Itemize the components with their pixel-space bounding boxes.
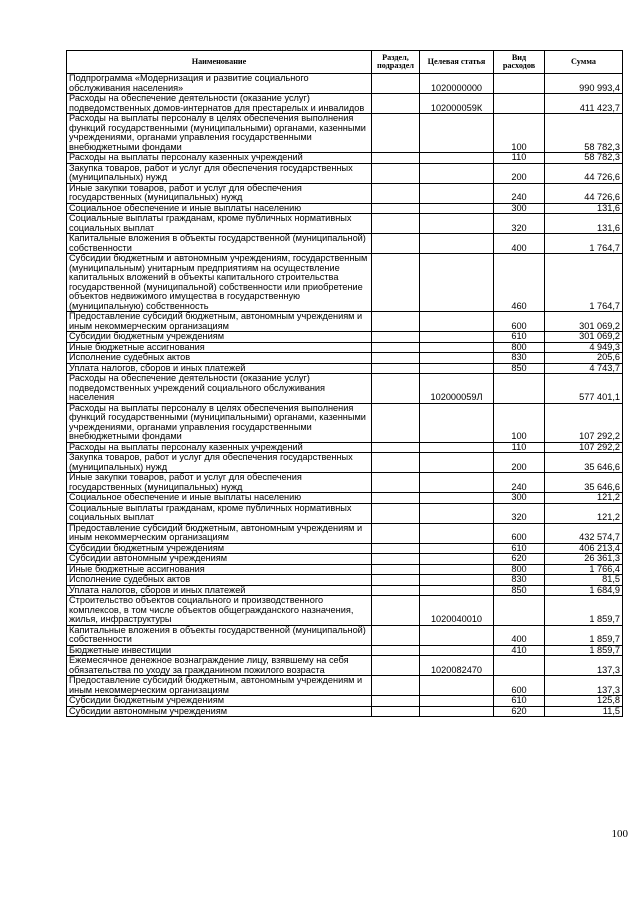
table-row <box>67 493 623 504</box>
row-name-cell: Иные бюджетные ассигнования <box>67 342 372 353</box>
table-row <box>67 363 623 374</box>
row-name-cell: Социальное обеспечение и иные выплаты населению <box>67 493 372 504</box>
row-type-cell: 800 <box>494 342 545 353</box>
table-row <box>67 645 623 656</box>
table-row <box>67 203 623 214</box>
row-sum-cell: 35 646,6 <box>545 453 623 473</box>
row-section-cell <box>372 114 420 153</box>
row-section-cell <box>372 153 420 164</box>
header-sum: Сумма <box>545 51 623 74</box>
row-type-cell: 610 <box>494 543 545 554</box>
table-row <box>67 625 623 645</box>
table-row <box>67 453 623 473</box>
row-name-cell: Бюджетные инвестиции <box>67 645 372 656</box>
row-name-cell: Уплата налогов, сборов и иных платежей <box>67 363 372 374</box>
row-section-cell <box>372 214 420 234</box>
row-sum-cell: 205,6 <box>545 353 623 364</box>
row-target-cell <box>420 575 494 586</box>
row-type-cell: 600 <box>494 523 545 543</box>
row-target-cell <box>420 183 494 203</box>
row-type-cell: 110 <box>494 442 545 453</box>
row-section-cell <box>372 353 420 364</box>
row-name-cell: Расходы на обеспечение деятельности (оказание услуг) подведомственных учреждений социального обслуживания населения <box>67 374 372 404</box>
table-row <box>67 153 623 164</box>
row-name-cell: Предоставление субсидий бюджетным, автономным учреждениям и иным некоммерческим организациям <box>67 676 372 696</box>
row-section-cell <box>372 696 420 707</box>
table-row <box>67 706 623 717</box>
row-type-cell: 600 <box>494 312 545 332</box>
row-target-cell <box>420 503 494 523</box>
table-row <box>67 554 623 565</box>
table-row <box>67 183 623 203</box>
header-name: Наименование <box>67 51 372 74</box>
row-section-cell <box>372 523 420 543</box>
row-section-cell <box>372 183 420 203</box>
row-name-cell: Субсидии автономным учреждениям <box>67 554 372 565</box>
row-sum-cell: 1 764,7 <box>545 254 623 312</box>
row-target-cell <box>420 585 494 596</box>
row-sum-cell: 411 423,7 <box>545 94 623 114</box>
table-row <box>67 656 623 676</box>
row-section-cell <box>372 676 420 696</box>
table-row <box>67 332 623 343</box>
table-row <box>67 403 623 442</box>
table-row <box>67 564 623 575</box>
row-sum-cell: 1 859,7 <box>545 625 623 645</box>
row-target-cell <box>420 676 494 696</box>
table-row <box>67 353 623 364</box>
row-target-cell <box>420 153 494 164</box>
row-name-cell: Субсидии бюджетным и автономным учреждениям, государственным (муниципальным) унитарным предприятиям на осуществление капитальных вложений в объекты капитального строительства государственной (муниципальной) собственности или приобретение объектов недвижимого имущества в государственную (муниципальную) собственность <box>67 254 372 312</box>
row-name-cell: Социальные выплаты гражданам, кроме публичных нормативных социальных выплат <box>67 503 372 523</box>
table-row <box>67 575 623 586</box>
row-section-cell <box>372 403 420 442</box>
row-section-cell <box>372 332 420 343</box>
row-target-cell <box>420 696 494 707</box>
row-sum-cell: 35 646,6 <box>545 473 623 493</box>
table-row <box>67 234 623 254</box>
row-name-cell: Уплата налогов, сборов и иных платежей <box>67 585 372 596</box>
table-row <box>67 163 623 183</box>
row-type-cell: 460 <box>494 254 545 312</box>
row-sum-cell: 1 764,7 <box>545 234 623 254</box>
row-type-cell: 300 <box>494 493 545 504</box>
row-target-cell <box>420 353 494 364</box>
row-sum-cell: 58 782,3 <box>545 114 623 153</box>
header-target: Целевая статья <box>420 51 494 74</box>
row-sum-cell: 11,5 <box>545 706 623 717</box>
table-row <box>67 596 623 626</box>
row-sum-cell: 4 949,3 <box>545 342 623 353</box>
row-name-cell: Субсидии бюджетным учреждениям <box>67 332 372 343</box>
row-target-cell: 102000059К <box>420 94 494 114</box>
row-section-cell <box>372 503 420 523</box>
row-sum-cell: 131,6 <box>545 203 623 214</box>
header-type: Вид расходов <box>494 51 545 74</box>
row-target-cell <box>420 363 494 374</box>
row-section-cell <box>372 596 420 626</box>
row-target-cell <box>420 523 494 543</box>
row-name-cell: Строительство объектов социального и производственного комплексов, в том числе объектов общегражданского назначения, жилья, инфраструктуры <box>67 596 372 626</box>
row-section-cell <box>372 442 420 453</box>
row-section-cell <box>372 575 420 586</box>
row-section-cell <box>372 543 420 554</box>
budget-table <box>66 50 623 717</box>
row-name-cell: Расходы на выплаты персоналу в целях обеспечения выполнения функций государственными (муниципальными) органами, казенными учреждениями, органами управления государственными внебюджетными фондами <box>67 403 372 442</box>
row-target-cell: 102000059Л <box>420 374 494 404</box>
row-name-cell: Закупка товаров, работ и услуг для обеспечения государственных (муниципальных) нужд <box>67 163 372 183</box>
table-row <box>67 94 623 114</box>
row-sum-cell: 1 684,9 <box>545 585 623 596</box>
row-section-cell <box>372 254 420 312</box>
row-target-cell <box>420 543 494 554</box>
row-target-cell <box>420 342 494 353</box>
row-sum-cell: 26 361,3 <box>545 554 623 565</box>
row-name-cell: Иные закупки товаров, работ и услуг для обеспечения государственных (муниципальных) нужд <box>67 183 372 203</box>
row-name-cell: Предоставление субсидий бюджетным, автономным учреждениям и иным некоммерческим организациям <box>67 523 372 543</box>
row-name-cell: Закупка товаров, работ и услуг для обеспечения государственных (муниципальных) нужд <box>67 453 372 473</box>
row-target-cell <box>420 163 494 183</box>
row-sum-cell: 44 726,6 <box>545 163 623 183</box>
table-row <box>67 374 623 404</box>
row-type-cell: 320 <box>494 214 545 234</box>
row-sum-cell: 1 766,4 <box>545 564 623 575</box>
row-name-cell: Расходы на выплаты персоналу казенных учреждений <box>67 442 372 453</box>
row-type-cell: 100 <box>494 403 545 442</box>
row-type-cell: 850 <box>494 585 545 596</box>
row-name-cell: Иные закупки товаров, работ и услуг для обеспечения государственных (муниципальных) нужд <box>67 473 372 493</box>
row-target-cell <box>420 114 494 153</box>
table-row <box>67 585 623 596</box>
row-section-cell <box>372 564 420 575</box>
row-target-cell <box>420 493 494 504</box>
table-row <box>67 214 623 234</box>
row-type-cell: 200 <box>494 453 545 473</box>
row-target-cell <box>420 706 494 717</box>
row-target-cell <box>420 203 494 214</box>
row-type-cell: 830 <box>494 575 545 586</box>
row-sum-cell: 44 726,6 <box>545 183 623 203</box>
table-row <box>67 312 623 332</box>
row-type-cell: 600 <box>494 676 545 696</box>
row-sum-cell: 4 743,7 <box>545 363 623 374</box>
table-row <box>67 74 623 94</box>
row-target-cell <box>420 554 494 565</box>
row-type-cell: 400 <box>494 625 545 645</box>
row-target-cell <box>420 645 494 656</box>
row-name-cell: Исполнение судебных актов <box>67 353 372 364</box>
row-target-cell <box>420 564 494 575</box>
row-sum-cell: 121,2 <box>545 503 623 523</box>
row-sum-cell: 990 993,4 <box>545 74 623 94</box>
row-section-cell <box>372 234 420 254</box>
row-sum-cell: 137,3 <box>545 656 623 676</box>
row-type-cell <box>494 74 545 94</box>
row-type-cell: 300 <box>494 203 545 214</box>
row-sum-cell: 58 782,3 <box>545 153 623 164</box>
row-type-cell: 610 <box>494 696 545 707</box>
row-section-cell <box>372 453 420 473</box>
table-row <box>67 342 623 353</box>
row-target-cell: 1020082470 <box>420 656 494 676</box>
row-section-cell <box>372 473 420 493</box>
row-sum-cell: 1 859,7 <box>545 596 623 626</box>
row-section-cell <box>372 645 420 656</box>
row-type-cell <box>494 94 545 114</box>
row-sum-cell: 137,3 <box>545 676 623 696</box>
row-type-cell: 100 <box>494 114 545 153</box>
row-sum-cell: 131,6 <box>545 214 623 234</box>
row-name-cell: Капитальные вложения в объекты государственной (муниципальной) собственности <box>67 625 372 645</box>
row-sum-cell: 406 213,4 <box>545 543 623 554</box>
row-target-cell <box>420 234 494 254</box>
row-sum-cell: 107 292,2 <box>545 442 623 453</box>
row-type-cell: 240 <box>494 473 545 493</box>
row-sum-cell: 81,5 <box>545 575 623 586</box>
row-name-cell: Предоставление субсидий бюджетным, автономным учреждениям и иным некоммерческим организациям <box>67 312 372 332</box>
row-type-cell: 410 <box>494 645 545 656</box>
header-section: Раздел, подраздел <box>372 51 420 74</box>
row-type-cell <box>494 374 545 404</box>
row-target-cell: 1020000000 <box>420 74 494 94</box>
row-section-cell <box>372 374 420 404</box>
table-row <box>67 473 623 493</box>
table-row <box>67 676 623 696</box>
row-name-cell: Иные бюджетные ассигнования <box>67 564 372 575</box>
row-sum-cell: 301 069,2 <box>545 332 623 343</box>
row-target-cell: 1020040010 <box>420 596 494 626</box>
row-type-cell <box>494 656 545 676</box>
row-type-cell: 320 <box>494 503 545 523</box>
row-section-cell <box>372 554 420 565</box>
table-row <box>67 254 623 312</box>
row-section-cell <box>372 625 420 645</box>
row-name-cell: Социальные выплаты гражданам, кроме публичных нормативных социальных выплат <box>67 214 372 234</box>
table-row <box>67 442 623 453</box>
row-sum-cell: 577 401,1 <box>545 374 623 404</box>
row-name-cell: Расходы на обеспечение деятельности (оказание услуг) подведомственных домов-интернатов для престарелых и инвалидов <box>67 94 372 114</box>
row-section-cell <box>372 706 420 717</box>
table-row <box>67 503 623 523</box>
row-section-cell <box>372 312 420 332</box>
row-target-cell <box>420 453 494 473</box>
row-name-cell: Субсидии автономным учреждениям <box>67 706 372 717</box>
row-target-cell <box>420 254 494 312</box>
row-type-cell: 850 <box>494 363 545 374</box>
row-target-cell <box>420 332 494 343</box>
row-section-cell <box>372 74 420 94</box>
row-section-cell <box>372 656 420 676</box>
row-section-cell <box>372 585 420 596</box>
row-type-cell: 800 <box>494 564 545 575</box>
row-type-cell <box>494 596 545 626</box>
row-sum-cell: 301 069,2 <box>545 312 623 332</box>
row-section-cell <box>372 363 420 374</box>
row-type-cell: 620 <box>494 706 545 717</box>
row-target-cell <box>420 625 494 645</box>
row-name-cell: Субсидии бюджетным учреждениям <box>67 543 372 554</box>
row-sum-cell: 125,8 <box>545 696 623 707</box>
row-section-cell <box>372 203 420 214</box>
row-type-cell: 610 <box>494 332 545 343</box>
row-name-cell: Капитальные вложения в объекты государственной (муниципальной) собственности <box>67 234 372 254</box>
row-name-cell: Расходы на выплаты персоналу казенных учреждений <box>67 153 372 164</box>
row-type-cell: 200 <box>494 163 545 183</box>
row-sum-cell: 432 574,7 <box>545 523 623 543</box>
row-target-cell <box>420 403 494 442</box>
row-target-cell <box>420 473 494 493</box>
row-target-cell <box>420 312 494 332</box>
row-sum-cell: 1 859,7 <box>545 645 623 656</box>
table-header-row <box>67 51 623 74</box>
row-type-cell: 110 <box>494 153 545 164</box>
row-type-cell: 240 <box>494 183 545 203</box>
table-row <box>67 523 623 543</box>
row-section-cell <box>372 493 420 504</box>
row-target-cell <box>420 214 494 234</box>
table-row <box>67 114 623 153</box>
row-type-cell: 620 <box>494 554 545 565</box>
row-name-cell: Расходы на выплаты персоналу в целях обеспечения выполнения функций государственными (муниципальными) органами, казенными учреждениями, органами управления государственными внебюджетными фондами <box>67 114 372 153</box>
row-section-cell <box>372 94 420 114</box>
row-type-cell: 400 <box>494 234 545 254</box>
row-sum-cell: 121,2 <box>545 493 623 504</box>
row-sum-cell: 107 292,2 <box>545 403 623 442</box>
page-number: 100 <box>611 828 628 840</box>
row-name-cell: Ежемесячное денежное вознаграждение лицу, взявшему на себя обязательства по уходу за гражданином пожилого возраста <box>67 656 372 676</box>
table-row <box>67 696 623 707</box>
table-row <box>67 543 623 554</box>
row-section-cell <box>372 342 420 353</box>
row-type-cell: 830 <box>494 353 545 364</box>
row-name-cell: Социальное обеспечение и иные выплаты населению <box>67 203 372 214</box>
row-name-cell: Исполнение судебных актов <box>67 575 372 586</box>
row-section-cell <box>372 163 420 183</box>
table-body <box>67 74 623 717</box>
row-target-cell <box>420 442 494 453</box>
row-name-cell: Подпрограмма «Модернизация и развитие социального обслуживания населения» <box>67 74 372 94</box>
row-name-cell: Субсидии бюджетным учреждениям <box>67 696 372 707</box>
